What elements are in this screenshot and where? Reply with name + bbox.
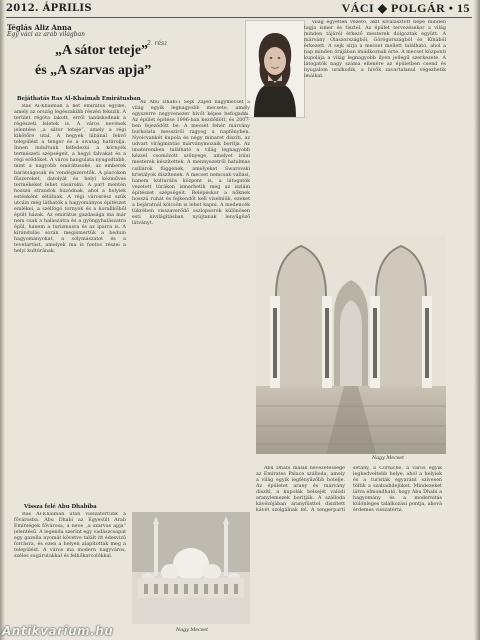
section-heading-1: Bejáthatás Ras Al-Khaimah Emirátusban: [17, 96, 141, 102]
paragraph: Ras Al-Khaimah a hét emirátus egyike, amely az ország legészakibb részén fekszik. A terület régóta lakott, erről tanúskodnak a régészeti leletek is. A város nevének jelentése „a sátor teteje”, amely a régi kikötőre utal. A hegyek lábánál fekvő települést a tenger és a sivatag határolja. Innen indultunk felfedezni a környék természeti szépségeit, a hegyi falvakat és a régi erődöket. A város hangulata nyugodtabb, mint a nagyobb emirátusoké, az emberek barátságosak és vendégszeretők. A piacokon fűszereket, datolyát és helyi kézműves termékeket lehet vásárolni. A part mentén hosszú strandok húzódnak, ahol a helyiek esténként sétálnak. A régi városrész szűk utcáin még láthatók a hagyományos építészet emlékei, a szélfogó tornyok és a korallkőből épült házak. Az emirátus gazdasága ma már nem csak a halászatra és a gyöngyhalászatra épül, hanem a turizmusra és az iparra is. A kirándulás során megismertük a beduin hagyományokat, a sólymászatot és a tevetartást, amelyek ma is fontos részei a helyi kultúrának.: [14, 104, 126, 255]
header-rule: [6, 17, 472, 18]
headline-line-2: és „A szarvas apja”: [35, 63, 152, 78]
paragraph: világ egyetlen vezető, akit kiválasztott népe minden tagja ismer és tisztel. Az épület tervezésekor a világ minden tájáról érkező mesterek dolgoztak együtt. A márvány Olaszországból, Görögországból és Kínából érkezett. A sejk sírja a mecset mellett található, ahol a nap minden órájában imádkoznak érte. A mecset központi kupolája a világ legnagyobb ilyen jellegű szerkezete. A látogatók nagy száma ellenére az épületben csend és nyugalom uralkodik, a hívők zavartalanul végezhetik imáikat.: [304, 20, 446, 80]
article-column-3: [304, 20, 446, 236]
author-name: Téglás Aliz Anna: [7, 23, 72, 32]
article-column-2: [132, 100, 250, 508]
paragraph: Ras Al-Khaimah után visszatértünk a fővárosba. Abu Dhabi az Egyesült Arab Emírségek fővárosa, a neve „a szarvas apja” jelentésű. A legenda szerint egy vadászcsapat egy gazella nyomát követve talált itt édesvizű forrásra, és ezen a helyen alapították meg a települést. A város ma modern nagyváros, széles sugárutakkal és felhőkarcolókkal.: [14, 512, 126, 560]
mosque-exterior-photo: [132, 512, 250, 624]
author-portrait: [245, 20, 305, 118]
series-subtitle: Egy váci az arab világban: [7, 31, 86, 38]
article-column-1-continued: [14, 512, 126, 630]
section-heading-2: Vissza felé Abu Dhabiba: [24, 504, 97, 510]
watermark: Antikvarium.hu: [2, 624, 114, 638]
mosque-interior-photo: [256, 236, 446, 454]
photo-caption-2: Nagy Mecset: [176, 628, 209, 633]
page-edge-shadow: [474, 0, 480, 640]
paragraph: Abu Dhabi másik nevezetessége az Emirates Palace szálloda, amely a világ egyik legfényűzőbb hotelje. Az épületet arany és márvány díszíti, a kupolák belsejét valódi aranylemezek borítják. A szálloda kávézójában aranyfüsttel díszített kávét szolgálnak fel. A tengerparti sétány, a Corniche, a város egyik legkedveltebb helye, ahol a helyiek és a turisták egyaránt szívesen töltik a szabadidejüket. Mindezeket látva elmondható, hogy Abu Dhabi a hagyomány és a modernitás különleges találkozási pontja, ahová érdemes visszatérni.: [256, 466, 442, 514]
headline-line-1: „A sátor teteje”: [55, 43, 149, 58]
part-label: 2. rész: [147, 40, 168, 47]
page-gutter-shadow: [0, 0, 5, 640]
article-column-1: [14, 104, 126, 500]
photo-caption-1: Nagy Mecset: [372, 456, 405, 461]
article-column-4: [256, 466, 442, 630]
issue-date: 2012. ÁPRILIS: [6, 3, 92, 14]
masthead-page-number: VÁCI ◆ POLGÁR • 15: [341, 1, 470, 15]
paragraph: Az Abu Dhabi-i Sejk Zájed nagymecset a világ egyik legnagyobb mecsete, amely egyszerre negyvenezer hívőt képes befogadni. Az épület építése 1996-ban kezdődött, és 2007-ben fejeződött be. A mecset fehér márvány burkolata messziről ragyog a napfényben. Nyolcvankét kupola és négy minaret díszíti, az udvart virágmintás márványmozaik borítja. Az imateremben található a világ legnagyobb kézzel csomózott szőnyege, amelyet iráni mesterek készítettek. A mennyezetről hatalmas csillárok függenek, amelyeket Swarovski kristályok díszítenek. A mecset nemcsak vallási, hanem kulturális központ is, a látogatók vezetett túrákon ismerhetik meg az iszlám építészet szépségeit. Belépéskor a nőknek hosszú ruhát és fejkendőt kell viselniük, ezeket a bejáratnál kölcsön is lehet kapni. A medencék tükrében visszaverődő oszlopsorok különösen esti kivilágításban nyújtanak lenyűgöző látványt.: [132, 100, 250, 226]
